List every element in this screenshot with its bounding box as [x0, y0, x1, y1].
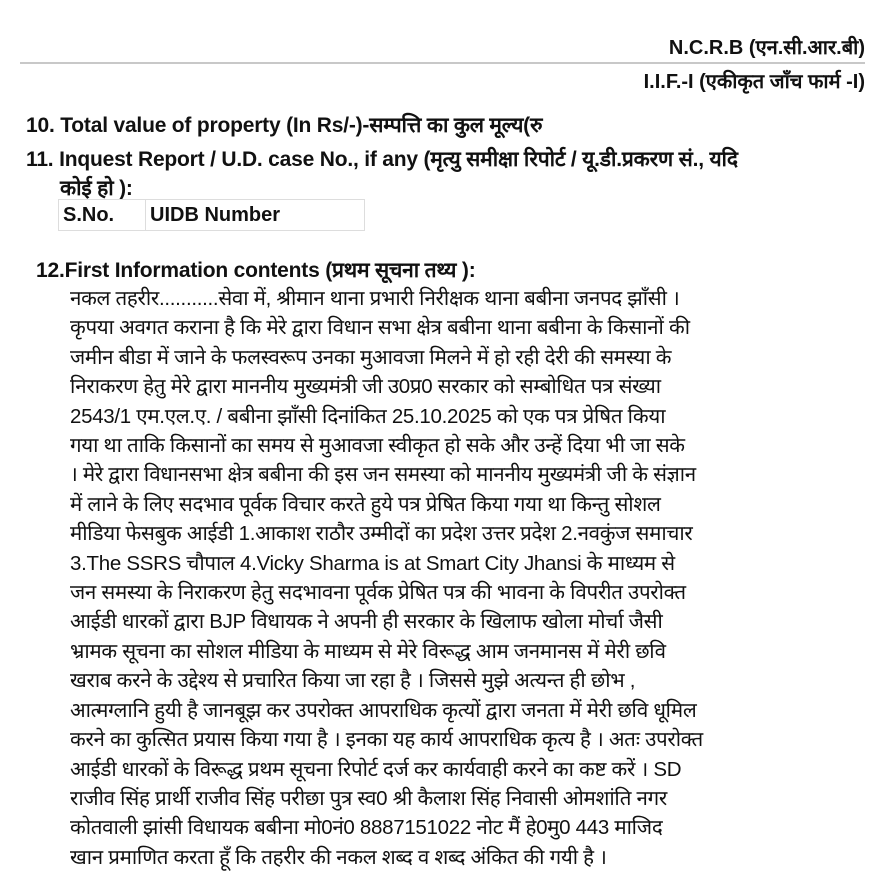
fir-text-line: आईडी धारकों के विरूद्ध प्रथम सूचना रिपोर्ट दर्ज कर कार्यवाही करने का कष्ट करें । SD — [70, 757, 682, 781]
fir-text-line: जमीन बीडा में जाने के फलस्वरूप उनका मुआवजा मिलने में हो रही देरी की समस्या के — [70, 345, 672, 369]
fir-text-line: नकल तहरीर...........सेवा में, श्रीमान थाना प्रभारी निरीक्षक थाना बबीना जनपद झाँसी । — [70, 287, 680, 310]
fir-text-line: 2543/1 एम.एल.ए. / बबीना झाँसी दिनांकित 25.10.2025 को एक पत्र प्रेषित किया — [70, 404, 666, 428]
item-label: Inquest Report / U.D. case No., if any (मृत्यु समीक्षा रिपोर्ट / यू.डी.प्रकरण सं., यदि — [59, 148, 738, 171]
fir-text-line: 3.The SSRS चौपाल 4.Vicky Sharma is at Smart City Jhansi के माध्यम से — [70, 551, 675, 575]
item-number: 12. — [36, 259, 65, 282]
header-divider — [20, 62, 865, 64]
fir-contents — [70, 284, 703, 872]
form-org-title: N.C.R.B (एन.सी.आर.बी) — [668, 37, 865, 59]
fir-text-line: मीडिया फेसबुक आईडी 1.आकाश राठौर उम्मीदों का प्रदेश उत्तर प्रदेश 2.नवकुंज समाचार — [70, 522, 693, 546]
fir-text-line: राजीव सिंह प्रार्थी राजीव सिंह परीछा पुत्र स्व0 श्री कैलाश सिंह निवासी ओमशांति नगर — [70, 786, 667, 810]
item-label: Total value of property (In Rs/-)-सम्पत्ति का कुल मूल्य(रु — [60, 114, 543, 137]
form-name-title: I.I.F.-I (एकीकृत जाँच फार्म -I) — [643, 71, 865, 93]
fir-text-line: खान प्रमाणित करता हूँ कि तहरीर की नकल शब्द व शब्द अंकित की गयी है । — [70, 845, 607, 869]
fir-text-line: करने का कुत्सित प्रयास किया गया है । इनका यह कार्य आपराधिक कृत्य है । अतः उपरोक्त — [70, 728, 703, 752]
fir-text-line: कृपया अवगत कराना है कि मेरे द्वारा विधान सभा क्षेत्र बबीना थाना बबीना के किसानों की — [70, 316, 690, 340]
fir-text-line: गया था ताकि किसानों का समय से मुआवजा स्वीकृत हो सके और उन्हें दिया भी जा सके — [70, 434, 685, 458]
fir-text-line: जन समस्या के निराकरण हेतु सदभावना पूर्वक प्रेषित पत्र की भावना के विपरीत उपरोक्त — [70, 581, 686, 605]
item-number: 10. — [26, 114, 55, 137]
item-10-total-property-value — [26, 111, 542, 139]
uidb-table — [58, 199, 365, 231]
table-header-row — [59, 200, 365, 231]
fir-text-line: । मेरे द्वारा विधानसभा क्षेत्र बबीना की इस जन समस्या को माननीय मुख्यमंत्री जी के संज्ञान — [70, 463, 696, 487]
fir-text-line: में लाने के लिए सदभाव पूर्वक विचार करते हुये पत्र प्रेषित किया गया था किन्तु सोशल — [70, 492, 661, 516]
fir-text-line: खराब करने के उद्देश्य से प्रचारित किया जा रहा है । जिससे मुझे अत्यन्त ही छोभ , — [70, 669, 636, 693]
fir-text-line: भ्रामक सूचना का सोशल मीडिया के माध्यम से मेरे विरूद्ध आम जनमानस में मेरी छवि — [70, 639, 666, 663]
fir-text-line: आत्मग्लानि हुयी है जानबूझ कर उपरोक्त आपराधिक कृत्यों द्वारा जनता में मेरी छवि धूमिल — [70, 698, 697, 722]
fir-text-line: कोतवाली झांसी विधायक बबीना मो0नं0 8887151022 नोट मैं हे0मु0 443 माजिद — [70, 816, 663, 840]
table-header-uidb-number: UIDB Number — [146, 200, 365, 231]
item-11-inquest-report — [26, 145, 738, 173]
item-11-label-continuation: कोई हो ): — [60, 177, 133, 200]
fir-text-line: आईडी धारकों द्वारा BJP विधायक ने अपनी ही सरकार के खिलाफ खोला मोर्चा जैसी — [70, 610, 663, 634]
table-header-sno: S.No. — [59, 200, 146, 231]
item-12-first-information — [36, 256, 476, 284]
fir-text-line: निराकरण हेतु मेरे द्वारा माननीय मुख्यमंत्री जी उ0प्र0 सरकार को सम्बोधित पत्र संख्या — [70, 375, 661, 399]
item-number: 11. — [26, 148, 54, 171]
item-label: First Information contents (प्रथम सूचना तथ्य ): — [64, 259, 476, 282]
